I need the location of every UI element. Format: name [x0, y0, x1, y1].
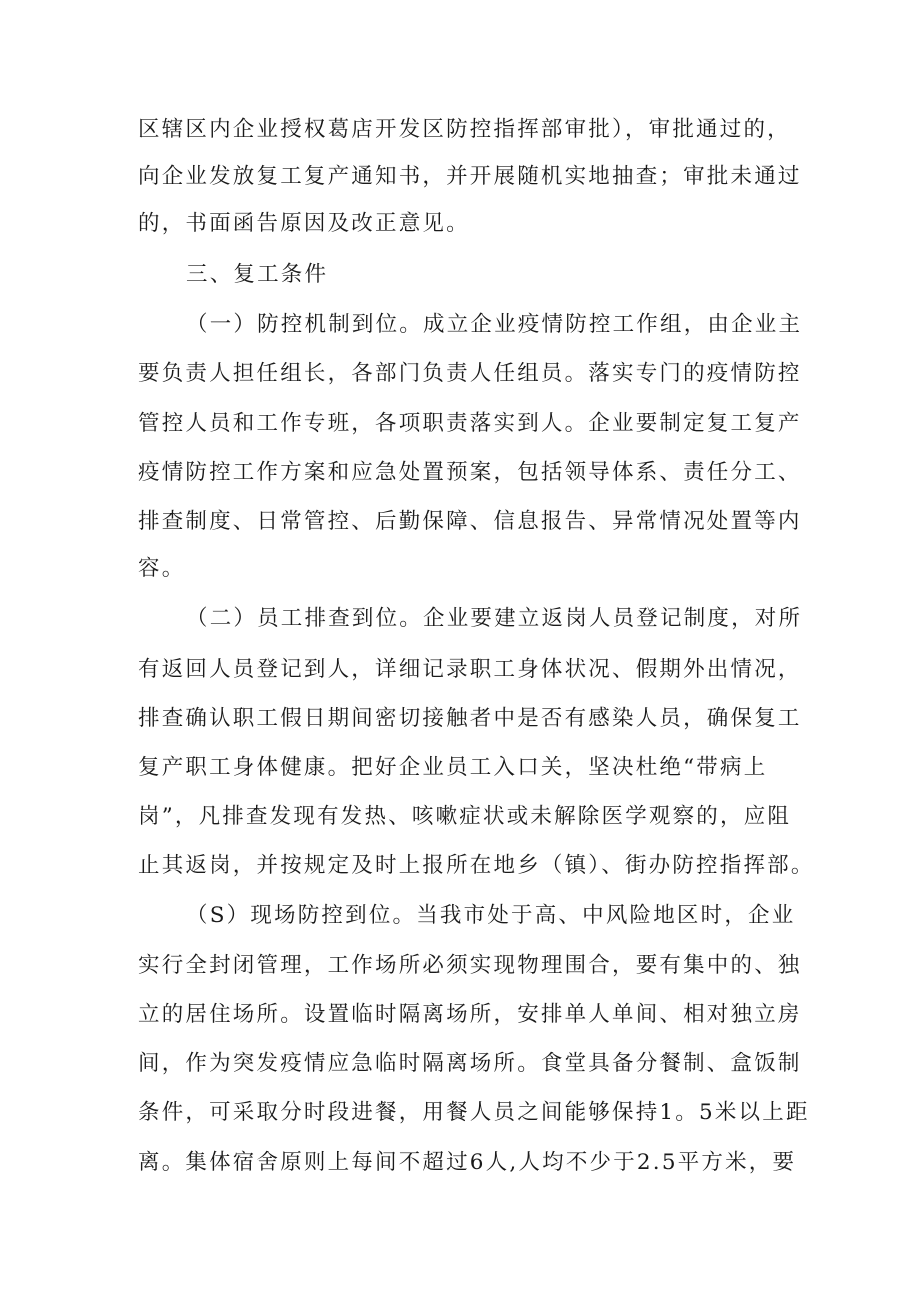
paragraph-line: 离。集体宿舍原则上每间不超过6人,人均不少于2.5平方米，要 [138, 1150, 797, 1175]
section-heading: 三、复工条件 [186, 262, 329, 287]
paragraph-line: 区辖区内企业授权葛店开发区防控指挥部审批），审批通过的， [138, 117, 791, 142]
paragraph-line: （二）员工排查到位。企业要建立返岗人员登记制度，对所 [186, 606, 803, 631]
paragraph-line: 实行全封闭管理，工作场所必须实现物理围合，要有集中的、独 [138, 953, 802, 978]
paragraph-line: （S）现场防控到位。当我市处于高、中风险地区时，企业 [186, 903, 796, 928]
paragraph-line: 条件，可采取分时段进餐，用餐人员之间能够保持1。5米以上距 [138, 1100, 810, 1125]
paragraph-line: 岗”，凡排查发现有发热、咳嗽症状或未解除医学观察的，应阻 [138, 804, 792, 829]
paragraph-line: （一）防控机制到位。成立企业疫情防控工作组，由企业主 [186, 312, 803, 337]
paragraph-line: 的，书面函告原因及改正意见。 [138, 211, 470, 236]
paragraph-line: 管控人员和工作专班，各项职责落实到人。企业要制定复工复产 [138, 411, 802, 436]
paragraph-line: 容。 [138, 556, 186, 581]
paragraph-line: 疫情防控工作方案和应急处置预案，包括领导体系、责任分工、 [138, 460, 802, 485]
paragraph-line: 向企业发放复工复产通知书，并开展随机实地抽查；审批未通过 [138, 164, 802, 189]
paragraph-line: 有返回人员登记到人，详细记录职工身体状况、假期外出情况， [138, 657, 802, 682]
paragraph-line: 排查制度、日常管控、后勤保障、信息报告、异常情况处置等内 [138, 509, 802, 534]
paragraph-line: 立的居住场所。设置临时隔离场所，安排单人单间、相对独立房 [138, 1002, 802, 1027]
paragraph-line: 止其返岗，并按规定及时上报所在地乡（镇）、街办防控指挥部。 [138, 853, 815, 878]
paragraph-line: 间，作为突发疫情应急临时隔离场所。食堂具备分餐制、盒饭制 [138, 1051, 802, 1076]
paragraph-line: 复产职工身体健康。把好企业员工入口关，坚决杜绝“带病上 [138, 755, 768, 780]
paragraph-line: 要负责人担任组长，各部门负责人任组员。落实专门的疫情防控 [138, 361, 802, 386]
paragraph-line: 排查确认职工假日期间密切接触者中是否有感染人员，确保复工 [138, 706, 802, 731]
